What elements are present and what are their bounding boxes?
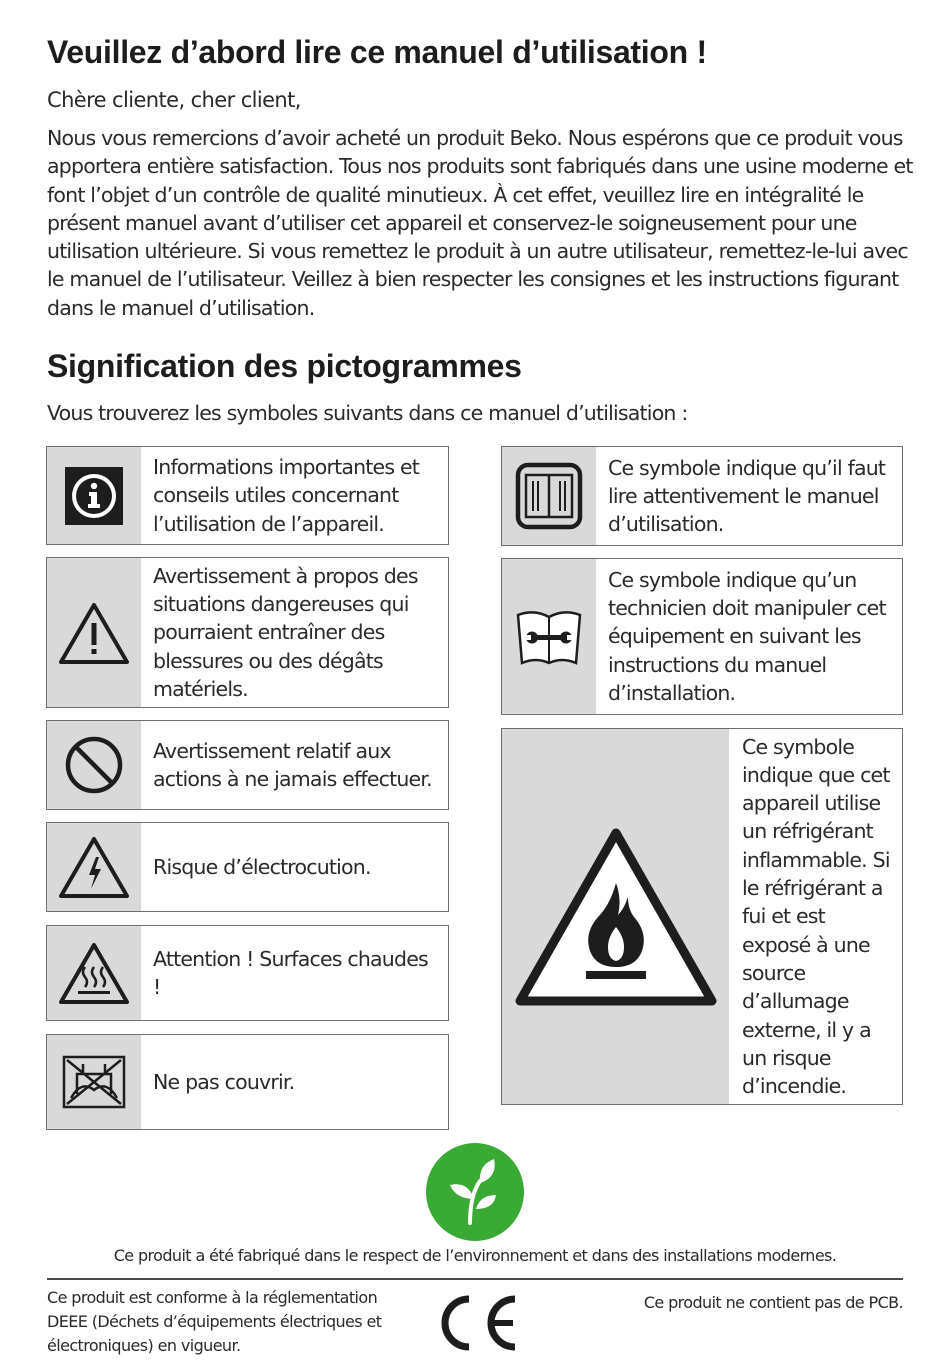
symbol-box-hot: [46, 925, 449, 1021]
read-manual-icon: [502, 447, 596, 545]
symbol-text: Avertissement relatif aux actions à ne jamais effectuer.: [153, 738, 432, 791]
symbol-box-warning: [46, 557, 449, 708]
ce-mark-icon: [431, 1293, 521, 1353]
symbol-text: Informations importantes et conseils utiles concernant l’utilisation de l’appareil.: [153, 455, 420, 536]
leaf-icon: [426, 1143, 524, 1241]
symbol-text: Ce symbole indique qu’un technicien doit manipuler cet équipement en suivant les instructions du manuel d’installation.: [608, 567, 886, 705]
flammable-icon: [502, 729, 729, 1104]
divider: [47, 1278, 903, 1280]
symbol-text: Attention ! Surfaces chaudes !: [153, 946, 428, 999]
symbol-text: Risque d’électrocution.: [153, 854, 371, 879]
symbol-box-technician: [501, 558, 903, 715]
technician-manual-icon: [502, 559, 596, 714]
greeting: Chère cliente, cher client,: [47, 88, 301, 112]
symbol-box-flammable: [501, 728, 903, 1105]
pcb-text: Ce produit ne contient pas de PCB.: [643, 1293, 903, 1312]
info-icon: [47, 447, 141, 544]
page-title: Veuillez d’abord lire ce manuel d’utilisation !: [47, 34, 707, 70]
do-not-cover-icon: [47, 1035, 141, 1129]
intro-paragraph: Nous vous remercions d’avoir acheté un produit Beko. Nous espérons que ce produit vous apportera entière satisfaction. Tous nos produits sont fabriqués dans une usine moderne et font l’objet d’un contrôle de qualité minutieux. À cet effet, veuillez lire en intégralité le présent manuel avant d’utiliser cet appareil et conservez-le soigneusement pour une utilisation ultérieure. Si vous remettez le produit à un autre utilisateur, remettez-le-lui avec le manuel de l’utilisateur. Veillez à bien respecter les consignes et les instructions figurant dans le manuel d’utilisation.: [47, 126, 913, 320]
symbol-box-electric: [46, 822, 449, 912]
symbol-box-cover: [46, 1034, 449, 1130]
hot-surface-icon: [47, 926, 141, 1020]
prohibited-icon: [47, 721, 141, 809]
section-subtitle: Vous trouverez les symboles suivants dans ce manuel d’utilisation :: [47, 401, 688, 425]
warning-triangle-icon: [47, 558, 141, 707]
section-title: Signification des pictogrammes: [47, 348, 522, 384]
symbol-box-prohibited: [46, 720, 449, 810]
weee-text: Ce produit est conforme à la réglementation DEEE (Déchets d’équipements électriques et électroniques) en vigueur.: [47, 1288, 382, 1355]
symbol-box-read-manual: [501, 446, 903, 546]
eco-caption: Ce produit a été fabriqué dans le respect de l’environnement et dans des installations modernes.: [113, 1246, 837, 1265]
symbol-text: Ne pas couvrir.: [153, 1069, 295, 1094]
symbol-box-info: [46, 446, 449, 545]
symbol-text: Avertissement à propos des situations dangereuses qui pourraient entraîner des blessures ou des dégâts matériels.: [153, 563, 418, 701]
electric-shock-icon: [47, 823, 141, 911]
symbol-text: Ce symbole indique que cet appareil utilise un réfrigérant inflammable. Si le réfrigérant a fui et est exposé à une source d’allumage externe, il y a un risque d’incendie.: [742, 734, 890, 1099]
symbol-text: Ce symbole indique qu’il faut lire attentivement le manuel d’utilisation.: [608, 455, 886, 537]
